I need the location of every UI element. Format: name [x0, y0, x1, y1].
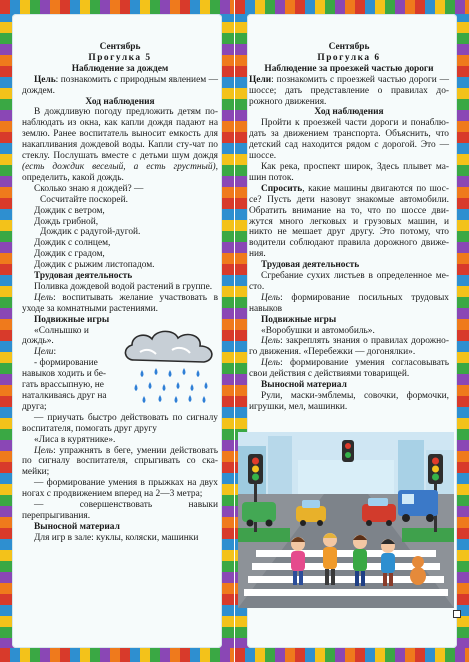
right-labor-goal: [249, 293, 449, 315]
corner-marker: [453, 610, 461, 618]
left-labor-goal: [22, 293, 218, 315]
left-walk: Прогулка 5: [88, 52, 152, 63]
poem-line: Дождик с рыжим листопадом.: [34, 260, 155, 271]
left-game2-goal: [22, 446, 218, 479]
left-course: [22, 107, 218, 183]
left-month: Сентябрь: [99, 42, 141, 52]
right-ask-text: , какие машины двигаются по шос-се? Пусть дети назовут знакомые автомобили. Обратить внимание на то, что по шоссе дви-жутся много легковых и грузовых машин, и никто не мешает друг другу. Это потому, что водители соблюдают правила дорожного движе-ния.: [249, 183, 449, 260]
left-game2-goal-label: Цель: [34, 445, 54, 456]
left-game1: «Солнышко и дождь».: [22, 325, 89, 347]
poem-line: Дождик с радугой-дугой.: [40, 227, 141, 238]
right-labor-goal-text: : формирование посильных трудовых навыков: [249, 292, 449, 314]
left-game2-goal2: — формирование умения в прыжках на двух ногах с продвижением вперед на 2—3 метра;: [22, 478, 218, 500]
poem-line: Сколько знаю я дождей? —: [34, 183, 144, 194]
left-game1-goals-label: Цели: [34, 347, 54, 358]
right-title: Наблюдение за проезжей частью дороги: [264, 63, 434, 74]
right-game2-goal-label: Цель: [261, 358, 281, 369]
right-ask: [249, 184, 449, 260]
left-game1-goal2: — приучать быстро действовать по сигналу воспитателя, помогать друг другу: [22, 412, 218, 434]
poem-line: Дождь грибной,: [34, 216, 99, 227]
right-ask-label: Спросить: [261, 183, 303, 194]
left-title: Наблюдение за дождем: [71, 63, 169, 74]
left-goal-label: Цель: [34, 74, 56, 85]
left-course-end: , определить, какой дождь.: [22, 161, 218, 183]
left-text: [22, 42, 218, 544]
right-course-text: Пройти к проезжей части дороги и понаблю-дать за движением транспорта. Объяснить, что детский сад находится рядом с дорогой. Это — шоссе.: [249, 118, 449, 162]
left-labor-text: Поливка дождевой водой растений в группе.: [34, 281, 213, 292]
left-labor-heading: Трудовая деятельность: [34, 271, 133, 282]
left-game1-goals-text: :: [53, 347, 57, 358]
left-goal: [22, 75, 218, 97]
left-goal-text: : познакомить с природным явлением — дождем.: [22, 74, 218, 96]
right-material-text: Рули, маски-эмблемы, совочки, формочки, игрушки, мел, машинки.: [249, 391, 449, 412]
left-pencil-border-top: [0, 0, 234, 14]
right-text: [249, 42, 449, 413]
right-poem: Как река, проспект широк, Здесь плывет ма-шин поток.: [249, 161, 449, 183]
right-material-heading: Выносной материал: [261, 380, 347, 391]
rain-cloud-picture: [120, 328, 218, 406]
left-course-heading: Ход наблюдения: [85, 96, 155, 107]
right-games-heading: Подвижные игры: [261, 314, 337, 325]
right-labor-goal-label: Цель: [261, 292, 281, 303]
left-pencil-border-bottom: [0, 648, 234, 662]
left-material-heading: Выносной материал: [34, 521, 120, 532]
right-goal-text: : познакомить с проезжей частью дороги — шоссе; дать представление о правилах до-рожного движения.: [249, 74, 449, 107]
left-labor-goal-label: Цель: [34, 292, 54, 303]
street-crossing-picture: [238, 432, 454, 608]
left-course-text: В дождливую погоду предложить детям по-наблюдать из окна, как капли дождя падают на землю. Ранее воспитатель выносит емкость для накапливания дождевой воды. Капли сту-чат по стеклу. Послушать вместе с детьми шум дождя: [22, 107, 218, 162]
right-goal-label: Цели: [249, 74, 272, 85]
left-games-heading: Подвижные игры: [34, 314, 110, 325]
right-walk: Прогулка 6: [317, 52, 381, 63]
poem-line: Дождик с градом,: [34, 249, 105, 260]
right-labor-text: Сгребание сухих листьев в определенное ме-сто.: [249, 271, 449, 292]
right-game1: «Воробушки и автомобиль».: [261, 325, 375, 336]
poem-line: Дождик с ветром,: [34, 205, 105, 216]
right-game1-goal-label: Цель: [261, 336, 281, 347]
right-goal: [249, 75, 449, 108]
right-game1-goal: [249, 336, 449, 358]
left-game2-goal-text: : упражнять в беге, умении действовать по сигналу воспитателя, спрыгивать со ска-мейки;: [22, 445, 218, 478]
right-game1-goal-text: : закреплять знания о правилах дорожно-го движения. «Перебежки — догонялки».: [249, 336, 449, 358]
left-game2: «Лиса в курятнике».: [34, 434, 116, 445]
left-labor-goal-text: : воспитывать желание участвовать в уходе за комнатными растениями.: [22, 292, 218, 314]
right-month: Сентябрь: [328, 42, 370, 52]
right-pencil-border-bottom: [235, 648, 469, 662]
left-course-italic: (есть дождик веселый, а есть грустный): [22, 161, 216, 172]
right-labor-heading: Трудовая деятельность: [261, 260, 360, 271]
left-page: [0, 0, 234, 662]
left-game2-goal3: — совершенствовать навыки перепрыгивания.: [22, 500, 218, 521]
right-game2-goal: [249, 358, 449, 380]
left-material-text: Для игр в зале: куклы, коляски, машинки: [34, 532, 199, 543]
poem-line: Сосчитайте поскорей.: [40, 194, 128, 205]
right-course-heading: Ход наблюдения: [314, 107, 384, 118]
right-pencil-border-top: [235, 0, 469, 14]
poem-line: Дождик с солнцем,: [34, 238, 111, 249]
right-game2-goal-text: : формирование умения согласовывать свои действия с действиями товарищей.: [249, 358, 449, 380]
left-game1-goal1: - формирование навыков ходить и бе-гать врассыпную, не наталкиваясь друг на друга;: [22, 358, 107, 412]
